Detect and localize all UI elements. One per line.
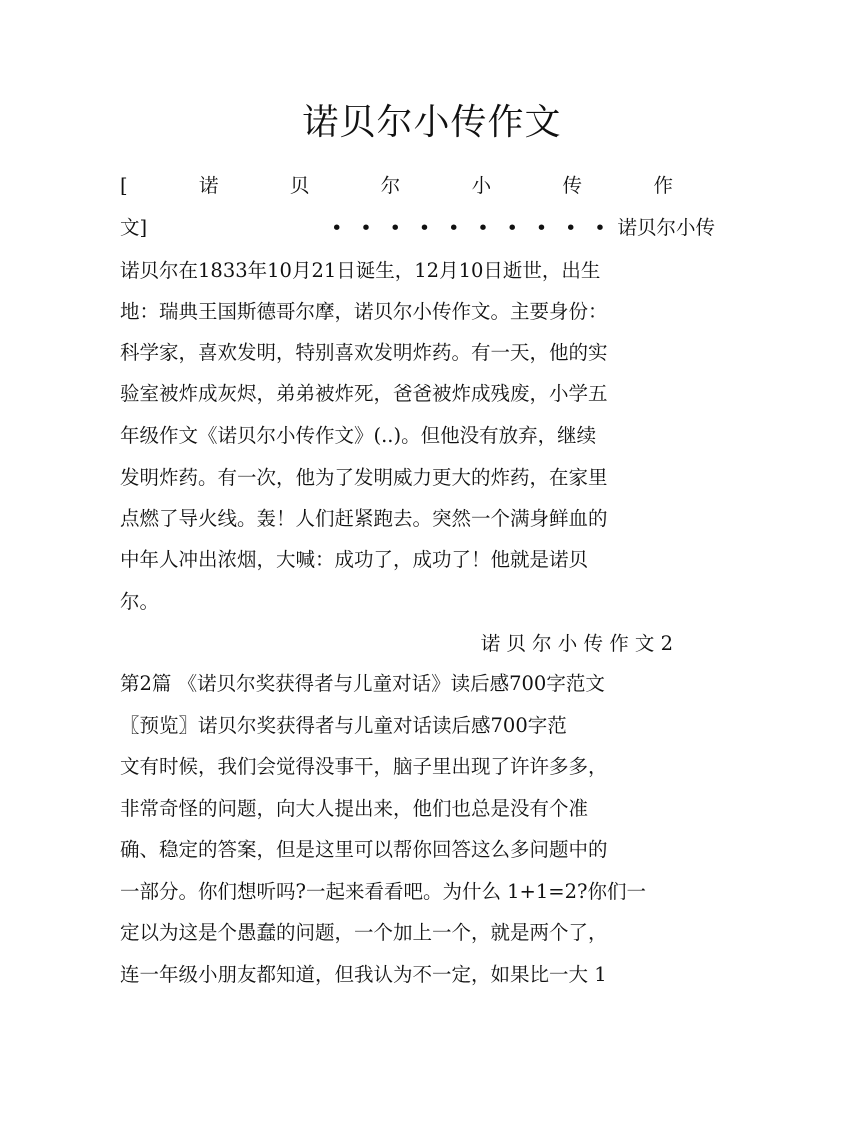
bullet-separator: • • • • • • • • • • [331, 217, 612, 239]
header-char: [ [120, 174, 128, 197]
paragraph-line: 一部分。你们想听吗?一起来看看吧。为什么 1+1=2?你们一 [120, 880, 647, 903]
paragraph-line: 文有时候，我们会觉得没事干，脑子里出现了许许多多， [120, 755, 608, 778]
paragraph-line: 非常奇怪的问题，向大人提出来，他们也总是没有个准 [120, 797, 589, 820]
paragraph-line: 地：瑞典王国斯德哥尔摩，诺贝尔小传作文。主要身份： [120, 300, 608, 323]
header-char: 尔 [380, 174, 401, 197]
header-char: 小 [471, 174, 492, 197]
header-line-1 [120, 166, 673, 206]
paragraph-line: 中年人冲出浓烟，大喊：成功了，成功了！他就是诺贝 [120, 548, 589, 571]
subheading-right: 诺 贝 尔 小 传 作 文 2 [480, 632, 673, 655]
header-char: 作 [653, 174, 673, 197]
paragraph-line: 定以为这是个愚蠢的问题，一个加上一个，就是两个了， [120, 921, 608, 944]
header-line-2 [120, 208, 716, 248]
header-tail: 诺贝尔小传 [617, 216, 716, 239]
document-title: 诺贝尔小传作文 [302, 102, 562, 143]
paragraph-line: 科学家，喜欢发明，特别喜欢发明炸药。有一天，他的实 [120, 341, 608, 364]
header-char: 贝 [289, 174, 310, 197]
article-heading: 第2篇 《诺贝尔奖获得者与儿童对话》读后感700字范文 [120, 672, 605, 695]
paragraph-line: 发明炸药。有一次，他为了发明威力更大的炸药，在家里 [120, 466, 608, 489]
paragraph-line: 〖预览〗诺贝尔奖获得者与儿童对话读后感700字范 [120, 714, 567, 737]
paragraph-line: 连一年级小朋友都知道，但我认为不一定，如果比一大 1 [120, 963, 607, 986]
paragraph-line: 验室被炸成灰烬，弟弟被炸死，爸爸被炸成残废，小学五 [120, 382, 608, 405]
paragraph-line: 年级作文《诺贝尔小传作文》(..)。但他没有放弃，继续 [120, 424, 597, 447]
paragraph-line: 诺贝尔在1833年10月21日诞生，12月10日逝世，出生 [120, 259, 601, 282]
header-lead: 文] [120, 216, 148, 239]
paragraph-line: 确、稳定的答案，但是这里可以帮你回答这么多问题中的 [120, 838, 608, 861]
paragraph-line: 点燃了导火线。轰！人们赶紧跑去。突然一个满身鲜血的 [120, 507, 608, 530]
paragraph-line: 尔。 [120, 590, 160, 613]
header-char: 传 [562, 174, 583, 197]
header-char: 诺 [198, 174, 219, 197]
